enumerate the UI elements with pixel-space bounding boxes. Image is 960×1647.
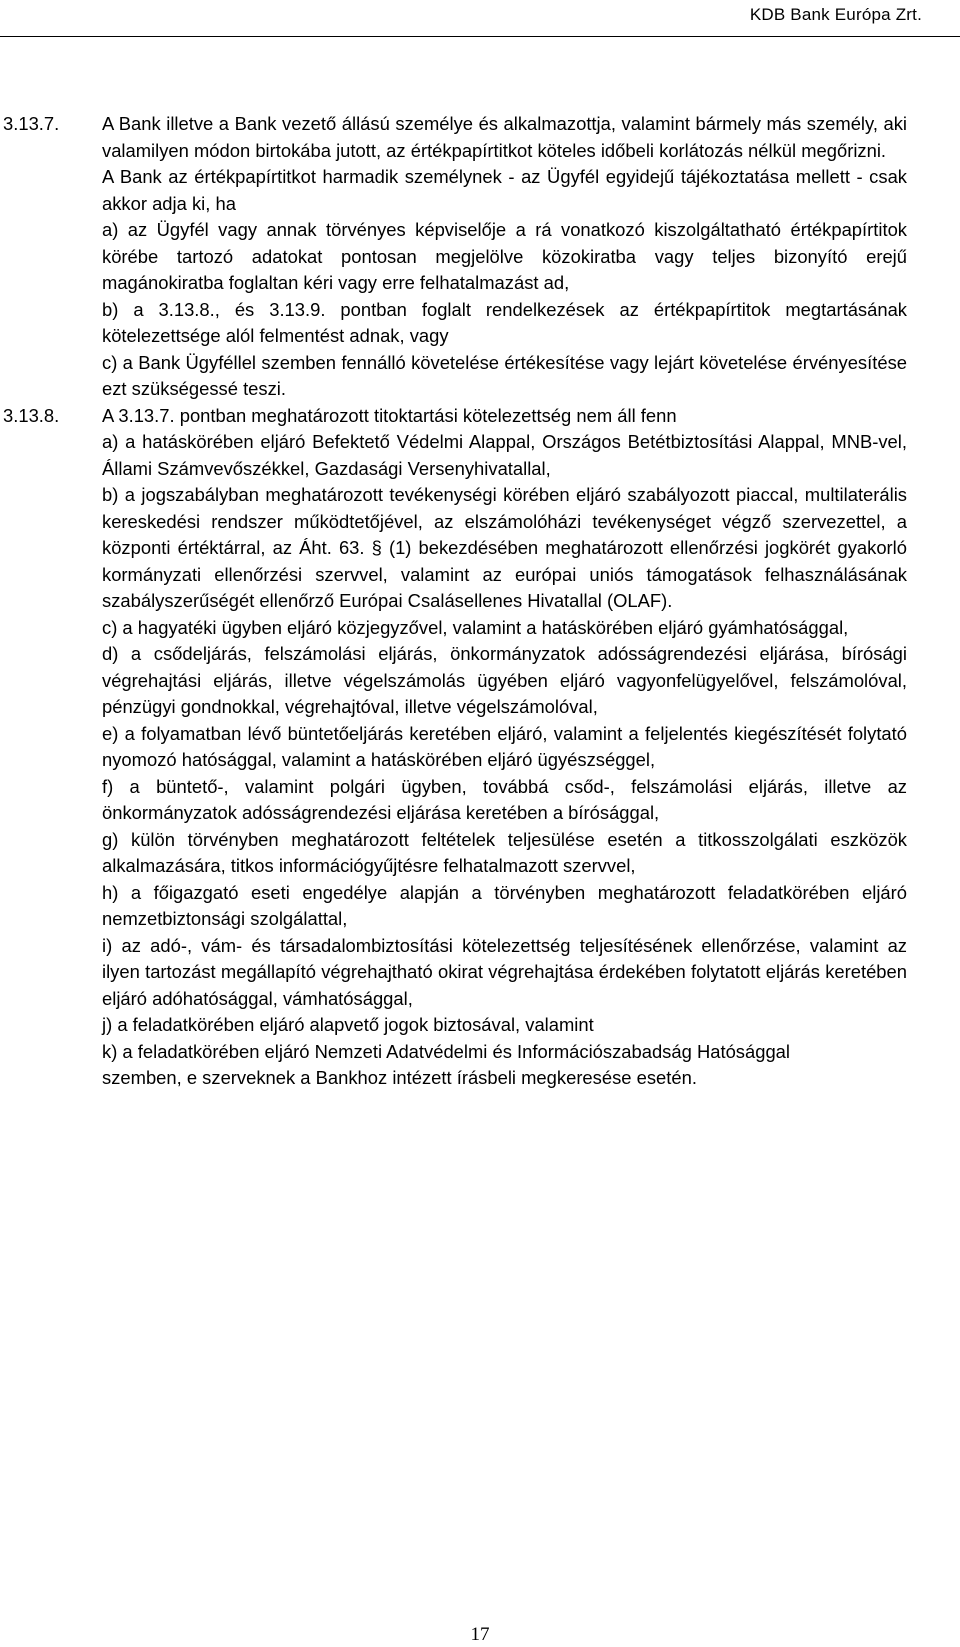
list-item-f: f) a büntető-, valamint polgári ügyben, továbbá csőd-, felszámolási eljárás, illetve az önkormányzatok adósságrendezési eljárása keretében a bírósággal, (102, 775, 907, 823)
list-item-g: g) külön törvényben meghatározott feltételek teljesülése esetén a titkosszolgálati eszközök alkalmazására, titkos információgyűjtésre felhatalmazott szervvel, (102, 828, 907, 876)
list-item-i: i) az adó-, vám- és társadalombiztosítási kötelezettség teljesítésének ellenőrzése, valamint az ilyen tartozást megállapító végrehajtható okirat végrehajtása érdekében folytatott eljárás keretében eljáró adóhatósággal, vámhatósággal, (102, 934, 907, 1009)
list-item-c: c) a Bank Ügyféllel szemben fennálló követelése értékesítése vagy lejárt követelése érvényesítése ezt szükségessé teszi. (102, 351, 907, 399)
list-item-e: e) a folyamatban lévő büntetőeljárás keretében eljáró, valamint a feljelentés kiegészítését folytató nyomozó hatósággal, valamint a hatáskörében eljáró ügyészséggel, (102, 722, 907, 770)
section-body (102, 403, 907, 1092)
document-body (0, 111, 960, 1092)
header-rule (0, 36, 960, 37)
section-number: 3.13.8. (3, 404, 60, 426)
list-item-d: d) a csődeljárás, felszámolási eljárás, önkormányzatok adósságrendezési eljárása, bírósági végrehajtási eljárás, illetve végelszámolás ügyében eljáró vagyonfelügyelővel, felszámolóval, pénzügyi gondnokkal, végrehajtóval, illetve végelszámolóval, (102, 643, 907, 717)
section-3-13-7 (0, 111, 960, 403)
document-header: KDB Bank Európa Zrt. (749, 5, 922, 24)
list-item-a: a) a hatáskörében eljáró Befektető Védelmi Alappal, Országos Betétbiztosítási Alappal, MNB-vel, Állami Számvevőszékkel, Gazdasági Versenyhivatallal, (102, 431, 907, 479)
paragraph: A Bank az értékpapírtitkot harmadik személynek - az Ügyfél egyidejű tájékoztatása mellett - csak akkor adja ki, ha (102, 166, 907, 214)
list-item-j: j) a feladatkörében eljáró alapvető jogok biztosával, valamint (102, 1014, 594, 1035)
section-number: 3.13.7. (3, 113, 60, 134)
section-body (102, 111, 907, 403)
page-number: 17 (470, 1624, 490, 1645)
section-3-13-8 (0, 403, 960, 1092)
paragraph: A 3.13.7. pontban meghatározott titoktartási kötelezettség nem áll fenn (102, 404, 677, 426)
list-item-h: h) a főigazgató eseti engedélye alapján a törvényben meghatározott feladatkörében eljáró nemzetbiztonsági szolgálattal, (102, 881, 907, 929)
list-item-b: b) a 3.13.8., és 3.13.9. pontban foglalt rendelkezések az értékpapírtitok megtartásának kötelezettsége alól felmentést adnak, vagy (102, 298, 907, 346)
paragraph: A Bank illetve a Bank vezető állású személye és alkalmazottja, valamint bármely más személy, aki valamilyen módon birtokába jutott, az értékpapírtitkot köteles időbeli korlátozás nélkül megőrizni. (102, 113, 907, 161)
closing-paragraph: szemben, e szerveknek a Bankhoz intézett írásbeli megkeresése esetén. (102, 1067, 697, 1088)
list-item-k: k) a feladatkörében eljáró Nemzeti Adatvédelmi és Információszabadság Hatósággal (102, 1040, 790, 1062)
list-item-c: c) a hagyatéki ügyben eljáró közjegyzővel, valamint a hatáskörében eljáró gyámhatósággal, (102, 616, 849, 638)
list-item-a: a) az Ügyfél vagy annak törvényes képviselője a rá vonatkozó kiszolgáltatható értékpapírtitok körébe tartozó adatokat pontosan megjelölve közokiratba vagy teljes bizonyító erejű magánokiratba foglaltan kéri vagy erre felhatalmazást ad, (102, 219, 907, 293)
list-item-b: b) a jogszabályban meghatározott tevékenységi körében eljáró szabályozott piaccal, multilaterális kereskedési rendszer működtetőjével, az elszámolóházi tevékenységet végző szervezettel, a központi értéktárral, az Áht. 63. § (1) bekezdésében meghatározott ellenőrzési jogkörét gyakorló kormányzati ellenőrzési szervvel, valamint az európai uniós támogatások felhasználásának szabályszerűségét ellenőrző Európai Csalásellenes Hivatallal (OLAF). (102, 484, 907, 611)
